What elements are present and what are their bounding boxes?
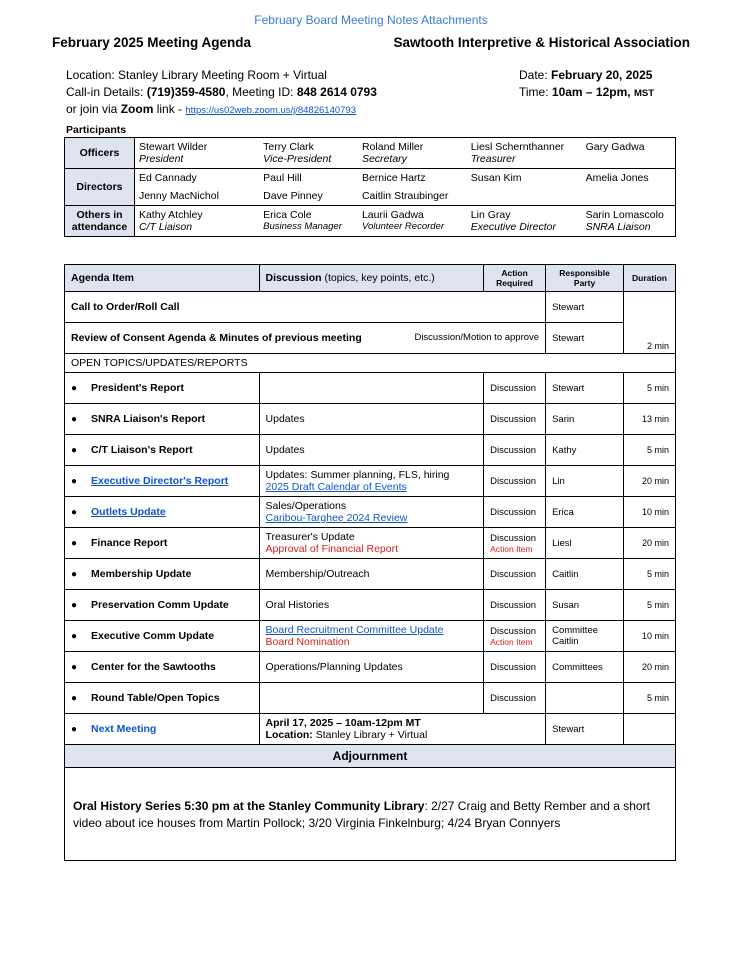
agenda-item-label: Preservation Comm Update: [91, 599, 229, 611]
directors-label: Directors: [65, 169, 135, 206]
agenda-item-link[interactable]: Outlets Update: [91, 506, 166, 518]
agenda-row: [65, 373, 676, 404]
participant: Bernice Hartz: [358, 169, 467, 188]
discussion-link[interactable]: 2025 Draft Calendar of Events: [265, 481, 407, 493]
duration: [624, 714, 676, 745]
action-header: Action Required: [484, 265, 546, 292]
agenda-row: [65, 683, 676, 714]
agenda-row: [65, 466, 676, 497]
action-required: Discussion: [484, 404, 546, 435]
date-time: [519, 67, 654, 102]
bullet-icon: ●: [71, 569, 78, 580]
zoom-link[interactable]: https://us02web.zoom.us/j/84826140793: [185, 105, 356, 116]
open-topics-row: [65, 354, 676, 373]
participant: Liesl Schernthanner Treasurer: [470, 141, 565, 165]
duration: 20 min: [624, 652, 676, 683]
action-item-tag: Action Item: [490, 636, 533, 647]
notes-row: [65, 768, 676, 861]
call-in-line: Call-in Details: (719)359-4580, Meeting ID: 848 2614 0793: [66, 85, 377, 99]
participants-table: [64, 137, 676, 237]
zoom-line: or join via Zoom link - https://us02web.zoom.us/j/84826140793: [66, 102, 356, 116]
discussion-header: Discussion (topics, key points, etc.): [259, 265, 484, 292]
discussion: [259, 590, 484, 621]
oral-history-note: Oral History Series 5:30 pm at the Stanley Community Library: 2/27 Craig and Betty Rember and a short video about ice houses from Martin Pollock; 3/20 Virginia Finkelnburg; 4/24 Bryan Connyers: [65, 768, 676, 861]
participant: Kathy Atchley C/T Liaison: [134, 206, 259, 237]
agenda-item-label: Membership Update: [91, 568, 192, 580]
responsible-party: Caitlin: [546, 559, 624, 590]
agenda-row: [65, 652, 676, 683]
agenda-item[interactable]: [65, 497, 260, 528]
discussion: April 17, 2025 – 10am-12pm MT Location: Stanley Library + Virtual: [259, 714, 546, 745]
participants-label: Participants: [66, 124, 127, 136]
participant: Sarin Lomascolo SNRA Liaison: [582, 206, 676, 237]
agenda-item: [65, 528, 260, 559]
agenda-item-label: Finance Report: [91, 537, 168, 549]
agenda-item-label: Executive Comm Update: [91, 630, 215, 642]
duration: 13 min: [624, 404, 676, 435]
participant: Jenny MacNichol: [138, 190, 219, 202]
call-to-order-row: [65, 292, 676, 323]
action-required: Discussion: [484, 559, 546, 590]
responsible-party: Lin: [546, 466, 624, 497]
agenda-header-row: [65, 265, 676, 292]
responsible-party: Stewart: [546, 323, 624, 354]
discussion: [259, 435, 484, 466]
discussion: [259, 373, 484, 404]
section-label: OPEN TOPICS/UPDATES/REPORTS: [65, 354, 676, 373]
duration: 5 min: [624, 590, 676, 621]
participant: [467, 187, 582, 206]
discussion-line: Membership/Outreach: [265, 568, 370, 580]
participant: Ed Cannady: [134, 169, 259, 188]
duration-header: Duration: [624, 265, 676, 292]
duration: 5 min: [624, 373, 676, 404]
others-row: [65, 206, 676, 237]
duration: 5 min: [624, 683, 676, 714]
bullet-icon: ●: [71, 662, 78, 673]
agenda-title: February 2025 Meeting Agenda: [52, 35, 252, 50]
agenda-item: [65, 435, 260, 466]
bullet-icon: ●: [71, 383, 78, 394]
participant: Dave Pinney: [263, 190, 323, 202]
discussion: [259, 621, 484, 652]
next-meeting-row: [65, 714, 676, 745]
participant: Erica Cole Business Manager: [259, 206, 358, 237]
agenda-item: [65, 621, 260, 652]
participant: Terry Clark Vice-President: [263, 141, 332, 165]
bullet-icon: ●: [71, 414, 78, 425]
action-required: Discussion: [484, 590, 546, 621]
agenda-item-label: SNRA Liaison's Report: [91, 413, 206, 425]
duration: 20 min: [624, 466, 676, 497]
officers-label: Officers: [65, 138, 135, 169]
bullet-icon: ●: [71, 507, 78, 518]
responsible-party: Kathy: [546, 435, 624, 466]
responsible-party: Erica: [546, 497, 624, 528]
discussion: [259, 404, 484, 435]
action-required: Discussion: [484, 652, 546, 683]
responsible-party: Susan: [546, 590, 624, 621]
responsible-party: Stewart: [546, 292, 624, 323]
responsible-party: Stewart: [546, 714, 624, 745]
participant: Stewart Wilder President: [138, 141, 208, 165]
discussion-line: Operations/Planning Updates: [265, 661, 403, 673]
discussion-line: Updates: Summer planning, FLS, hiring: [265, 469, 450, 481]
participant: [582, 187, 676, 206]
discussion-action-line: Board Nomination: [265, 636, 350, 648]
duration: 10 min: [624, 621, 676, 652]
action-required: Discussion: [484, 683, 546, 714]
action-required: Discussion: [484, 497, 546, 528]
duration: 2 min: [624, 292, 676, 354]
responsible-party: Sarin: [546, 404, 624, 435]
action-required: Discussion Action Item: [484, 528, 546, 559]
discussion-line: Sales/Operations: [265, 500, 347, 512]
bullet-icon: ●: [71, 631, 78, 642]
discussion: [259, 683, 484, 714]
discussion: [259, 466, 484, 497]
agenda-row: [65, 590, 676, 621]
discussion-line: Updates: [265, 444, 305, 456]
action-item-tag: Action Item: [490, 543, 533, 554]
action-required: Discussion: [484, 435, 546, 466]
action-required: Discussion: [484, 373, 546, 404]
responsible-party: Liesl: [546, 528, 624, 559]
bullet-icon: ●: [71, 600, 78, 611]
discussion-link[interactable]: Caribou-Targhee 2024 Review: [265, 512, 408, 524]
participant: Laurii Gadwa Volunteer Recorder: [358, 206, 467, 237]
date-line: Date: February 20, 2025: [519, 68, 653, 82]
time-line: Time: 10am – 12pm, MST: [519, 85, 655, 99]
duration: 10 min: [624, 497, 676, 528]
attachments-link[interactable]: February Board Meeting Notes Attachments: [254, 13, 488, 27]
agenda-item: [65, 683, 260, 714]
bullet-icon: ●: [71, 538, 78, 549]
meeting-details: [66, 67, 377, 119]
agenda-row: [65, 528, 676, 559]
agenda-row: [65, 559, 676, 590]
agenda-item-label: Center for the Sawtooths: [91, 661, 216, 673]
adjournment-heading: Adjournment: [65, 745, 676, 768]
agenda-item-header: Agenda Item: [65, 265, 260, 292]
participant: Amelia Jones: [582, 169, 676, 188]
duration: 5 min: [624, 559, 676, 590]
bullet-icon: ●: [71, 445, 78, 456]
agenda-item: [65, 652, 260, 683]
bullet-icon: ●: [71, 693, 78, 704]
responsible-party: Committee Caitlin: [546, 621, 624, 652]
agenda-item: [65, 590, 260, 621]
officers-row: [65, 138, 676, 169]
agenda-item-label: C/T Liaison's Report: [91, 444, 193, 456]
responsible-party: Stewart: [546, 373, 624, 404]
participant: Caitlin Straubinger: [361, 190, 449, 202]
duration: 20 min: [624, 528, 676, 559]
discussion-line: Oral Histories: [265, 599, 330, 611]
responsible-party: Committees: [546, 652, 624, 683]
discussion: [259, 559, 484, 590]
action-required: Discussion: [484, 466, 546, 497]
agenda-item: [65, 373, 260, 404]
consent-row: [65, 323, 676, 354]
agenda-item: Call to Order/Roll Call: [65, 292, 546, 323]
adjournment-row: [65, 745, 676, 768]
others-label: Others in attendance: [65, 206, 135, 237]
agenda-item-label: President's Report: [91, 382, 184, 394]
discussion: [259, 652, 484, 683]
discussion-line: Treasurer's Update: [265, 531, 355, 543]
participant: Lin Gray Executive Director: [467, 206, 582, 237]
location-line: Location: Stanley Library Meeting Room + Virtual: [66, 68, 327, 82]
discussion-line: Updates: [265, 413, 305, 425]
participant: Gary Gadwa: [585, 141, 645, 153]
agenda-item: Review of Consent Agenda & Minutes of previous meeting Discussion/Motion to approve: [65, 323, 546, 354]
bullet-icon: ●: [71, 476, 78, 487]
discussion-action-line: Approval of Financial Report: [265, 543, 399, 555]
agenda-row: [65, 404, 676, 435]
agenda-item: ● Next Meeting: [65, 714, 260, 745]
agenda-row: [65, 497, 676, 528]
discussion: [259, 528, 484, 559]
duration: 5 min: [624, 435, 676, 466]
participant: Roland Miller Secretary: [361, 141, 424, 165]
agenda-table: [64, 264, 676, 861]
agenda-item-link[interactable]: Executive Director's Report: [91, 475, 229, 487]
agenda-item[interactable]: [65, 466, 260, 497]
directors-row: [65, 169, 676, 188]
responsible-party: [546, 683, 624, 714]
bullet-icon: ●: [71, 724, 78, 735]
action-required: Discussion/Motion to approve: [414, 332, 540, 343]
party-header: Responsible Party: [546, 265, 624, 292]
organization-name: Sawtooth Interpretive & Historical Association: [393, 35, 690, 50]
agenda-item: [65, 559, 260, 590]
discussion-link[interactable]: Board Recruitment Committee Update: [265, 624, 444, 636]
participant: Paul Hill: [259, 169, 358, 188]
agenda-row: [65, 621, 676, 652]
directors-row-2: [65, 187, 676, 206]
discussion: [259, 497, 484, 528]
agenda-item: [65, 404, 260, 435]
agenda-item-label: Round Table/Open Topics: [91, 692, 220, 704]
agenda-row: [65, 435, 676, 466]
action-required: Discussion Action Item: [484, 621, 546, 652]
participant: Susan Kim: [467, 169, 582, 188]
